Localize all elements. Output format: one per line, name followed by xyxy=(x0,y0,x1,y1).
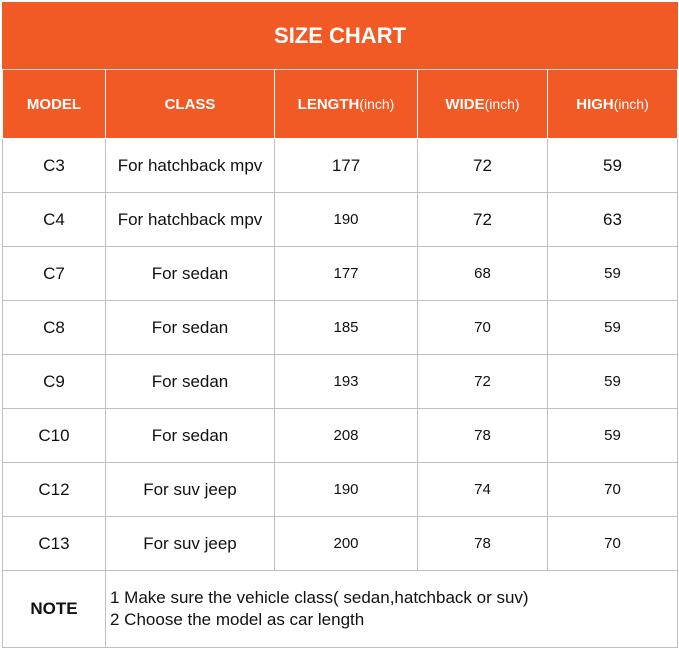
table-row xyxy=(3,301,678,355)
header-length xyxy=(275,70,418,139)
title-row xyxy=(3,3,678,70)
cell-class: For hatchback mpv xyxy=(106,139,275,193)
cell-high: 59 xyxy=(548,139,678,193)
cell-length: 193 xyxy=(275,355,418,409)
header-length-unit: (inch) xyxy=(359,95,395,112)
size-chart-table xyxy=(2,2,678,648)
cell-class: For sedan xyxy=(106,247,275,301)
cell-class: For hatchback mpv xyxy=(106,193,275,247)
cell-high: 63 xyxy=(548,193,678,247)
header-high-label: HIGH xyxy=(576,95,614,113)
cell-wide: 72 xyxy=(418,355,548,409)
header-high xyxy=(548,70,678,139)
cell-high: 59 xyxy=(548,301,678,355)
cell-wide: 68 xyxy=(418,247,548,301)
cell-class: For suv jeep xyxy=(106,463,275,517)
cell-model: C13 xyxy=(3,517,106,571)
table-row xyxy=(3,247,678,301)
cell-length: 208 xyxy=(275,409,418,463)
cell-length: 177 xyxy=(275,139,418,193)
header-row xyxy=(3,70,678,139)
note-row xyxy=(3,571,678,648)
header-model-label: MODEL xyxy=(26,95,82,113)
header-class xyxy=(106,70,275,139)
header-class-label: CLASS xyxy=(164,95,216,113)
table-row xyxy=(3,517,678,571)
cell-wide: 74 xyxy=(418,463,548,517)
cell-model: C9 xyxy=(3,355,106,409)
header-wide-unit: (inch) xyxy=(484,95,520,112)
cell-length: 185 xyxy=(275,301,418,355)
cell-wide: 78 xyxy=(418,409,548,463)
cell-class: For sedan xyxy=(106,355,275,409)
cell-length: 190 xyxy=(275,463,418,517)
note-text xyxy=(106,571,678,648)
header-high-unit: (inch) xyxy=(613,95,649,112)
cell-model: C12 xyxy=(3,463,106,517)
cell-wide: 72 xyxy=(418,193,548,247)
cell-high: 70 xyxy=(548,517,678,571)
cell-length: 200 xyxy=(275,517,418,571)
cell-high: 59 xyxy=(548,247,678,301)
cell-model: C3 xyxy=(3,139,106,193)
chart-title: SIZE CHART xyxy=(3,3,678,70)
header-wide-label: WIDE xyxy=(445,95,485,113)
cell-model: C8 xyxy=(3,301,106,355)
cell-high: 70 xyxy=(548,463,678,517)
cell-high: 59 xyxy=(548,409,678,463)
note-line: 1 Make sure the vehicle class( sedan,hatchback or suv) xyxy=(110,588,529,607)
cell-high: 59 xyxy=(548,355,678,409)
note-line: 2 Choose the model as car length xyxy=(110,610,365,629)
table-row xyxy=(3,139,678,193)
cell-wide: 72 xyxy=(418,139,548,193)
cell-class: For sedan xyxy=(106,301,275,355)
cell-model: C4 xyxy=(3,193,106,247)
cell-model: C7 xyxy=(3,247,106,301)
cell-class: For sedan xyxy=(106,409,275,463)
table-row xyxy=(3,463,678,517)
cell-class: For suv jeep xyxy=(106,517,275,571)
table-row xyxy=(3,409,678,463)
cell-model: C10 xyxy=(3,409,106,463)
table-row xyxy=(3,355,678,409)
header-wide xyxy=(418,70,548,139)
note-label: NOTE xyxy=(3,571,106,648)
cell-length: 190 xyxy=(275,193,418,247)
header-length-label: LENGTH xyxy=(297,95,360,113)
cell-length: 177 xyxy=(275,247,418,301)
table-row xyxy=(3,193,678,247)
header-model xyxy=(3,70,106,139)
cell-wide: 78 xyxy=(418,517,548,571)
cell-wide: 70 xyxy=(418,301,548,355)
